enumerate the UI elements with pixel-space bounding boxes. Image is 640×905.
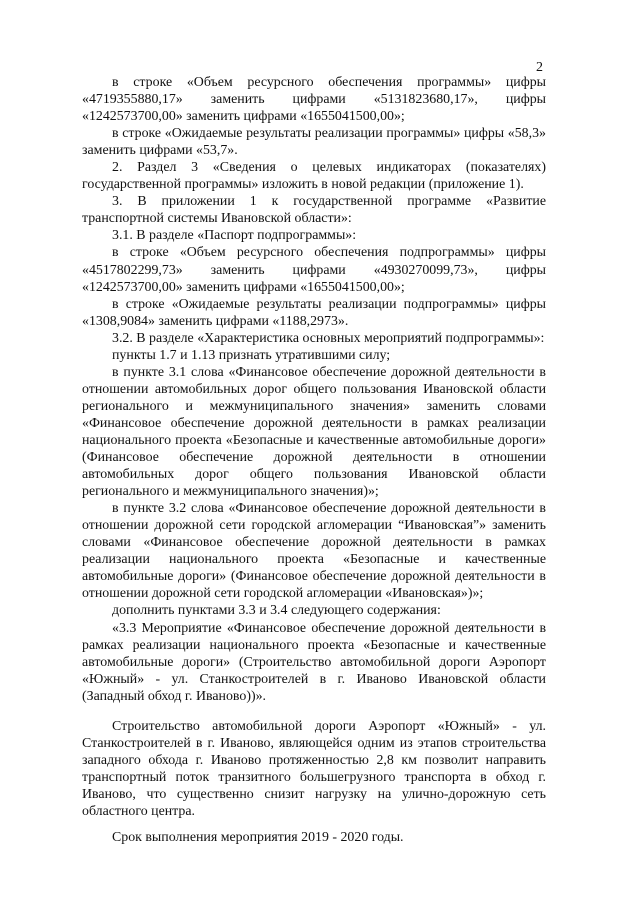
paragraph-road-construction: Строительство автомобильной дороги Аэропорт «Южный» - ул. Станкостроителей в г. Иваново, являющейся одним из этапов строительства западного обхода г. Иваново протяженностью 2,8 км позволит направить транспортный поток транзитного большегрузного транспорта в обход г. Иваново, что существенно снизит нагрузку на улично-дорожную сеть областного центра. (82, 718, 546, 819)
paragraph-points-repealed: пункты 1.7 и 1.13 признать утратившими силу; (112, 347, 391, 363)
paragraph-item-3: 3. В приложении 1 к государственной программе «Развитие транспортной системы Ивановской области»: (82, 194, 546, 227)
paragraph-program-resources: в строке «Объем ресурсного обеспечения программы» цифры «4719355880,17» заменить цифрами «5131823680,17», цифры «1242573700,00» заменить цифрами «1655041500,00»; (82, 75, 546, 125)
paragraph-item-3-1: 3.1. В разделе «Паспорт подпрограммы»: (112, 228, 357, 244)
paragraph-subprogram-results: в строке «Ожидаемые результаты реализации подпрограммы» цифры «1308,9084» заменить цифрами «1188,2973». (82, 296, 546, 329)
document-body (82, 74, 546, 846)
paragraph-program-results: в строке «Ожидаемые результаты реализации программы» цифры «58,3» заменить цифрами «53,7». (82, 126, 546, 159)
paragraph-subprogram-resources: в строке «Объем ресурсного обеспечения подпрограммы» цифры «4517802299,73» заменить цифрами «4930270099,73», цифры «1242573700,00» заменить цифрами «1655041500,00»; (82, 245, 546, 295)
paragraph-point-3-3: «3.3 Мероприятие «Финансовое обеспечение дорожной деятельности в рамках реализации национального проекта «Безопасные и качественные автомобильные дороги» (Строительство автомобильной дороги Аэропорт «Южный» - ул. Станкостроителей в г. Иваново Ивановской области (Западный обход г. Иваново))». (82, 620, 546, 704)
paragraph-add-points: дополнить пунктами 3.3 и 3.4 следующего содержания: (112, 603, 441, 619)
paragraph-item-3-2: 3.2. В разделе «Характеристика основных мероприятий подпрограммы»: (112, 330, 545, 346)
paragraph-item-2: 2. Раздел 3 «Сведения о целевых индикаторах (показателях) государственной программы» изложить в новой редакции (приложение 1). (82, 160, 546, 193)
paragraph-deadline: Срок выполнения мероприятия 2019 - 2020 годы. (112, 830, 404, 846)
paragraph-point-3-1: в пункте 3.1 слова «Финансовое обеспечение дорожной деятельности в отношении автомобильных дорог общего пользования Ивановской области регионального и межмуниципального значения» заменить словами «Финансовое обеспечение дорожной деятельности в рамках реализации национального проекта «Безопасные и качественные автомобильные дороги» (Финансовое обеспечение дорожной деятельности в отношении автомобильных дорог общего пользования Ивановской области регионального и межмуниципального значения)»; (82, 364, 546, 500)
paragraph-point-3-2: в пункте 3.2 слова «Финансовое обеспечение дорожной деятельности в отношении дорожной сети городской агломерации “Ивановская”» заменить словами «Финансовое обеспечение дорожной деятельности в рамках реализации национального проекта «Безопасные и качественные автомобильные дороги» (Финансовое обеспечение дорожной деятельности в отношении дорожной сети городской агломерации «Ивановская»)»; (82, 501, 546, 602)
page-number: 2 (536, 60, 543, 75)
